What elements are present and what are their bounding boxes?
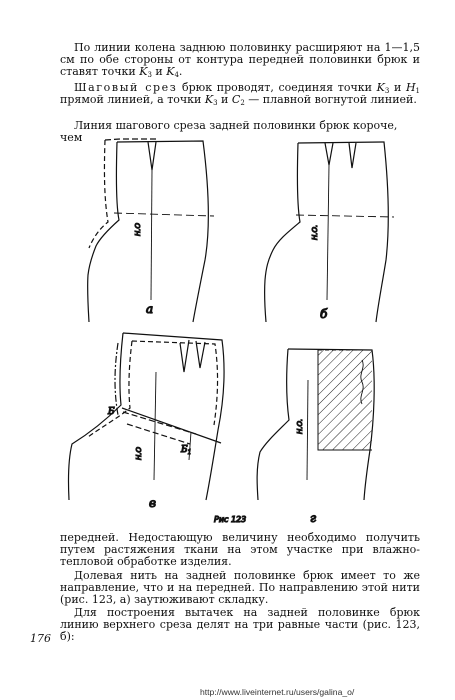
drawing-b <box>265 142 394 322</box>
paragraph-inseam: Шаговый срез брюк проводят, соединяя точки $K_3$ и $H_1$ прямой линией, а точки $K_3$ и $C_2$ — плавной вогнутой линией. <box>60 81 421 108</box>
figure-123-pattern-drawings <box>0 130 455 530</box>
grain-mark-b: Н.О. <box>311 224 319 240</box>
label-g: г <box>310 511 317 525</box>
grain-mark-a: Н.О <box>134 223 142 236</box>
page-number: 176 <box>30 632 51 645</box>
drawing-v <box>68 333 224 500</box>
label-b: б <box>320 307 328 321</box>
grain-mark-g: Н.О. <box>296 418 304 434</box>
watermark-url: http://www.liveinternet.ru/users/galina_o/ <box>200 687 355 697</box>
label-v: в <box>149 496 156 510</box>
figure-caption: Рис 123 <box>214 515 247 524</box>
label-a: а <box>146 302 154 316</box>
paragraph-knee-line: По линии колена заднюю половинку расширяют на 1—1,5 см по обе стороны от контура передней половинки брюк и ставят точки $K_3$ и $K_4$. <box>60 41 420 80</box>
drawing-a <box>88 139 214 322</box>
point-b: Б <box>108 407 115 417</box>
drawing-g <box>257 349 374 500</box>
paragraph-darts: Для построения вытачек на задней половинке брюк линию верхнего среза делят на три равные части (рис. 123, б): <box>60 606 420 644</box>
grain-mark-v: Н.О <box>135 447 143 460</box>
point-b1: $Б_1$ <box>181 445 192 456</box>
paragraph-inseam-shorter: Линия шагового среза задней половинки брюк короче, чем <box>60 119 398 144</box>
paragraph-stretch: передней. Недостающую величину необходимо получить путем растяжения ткани на этом участке при влажно-тепловой обработке изделия. <box>60 531 420 569</box>
paragraph-grain: Долевая нить на задней половинке брюк имеет то же направление, что и на передней. По направлению этой нити (рис. 123, а) заутюживают складку. <box>60 569 420 607</box>
